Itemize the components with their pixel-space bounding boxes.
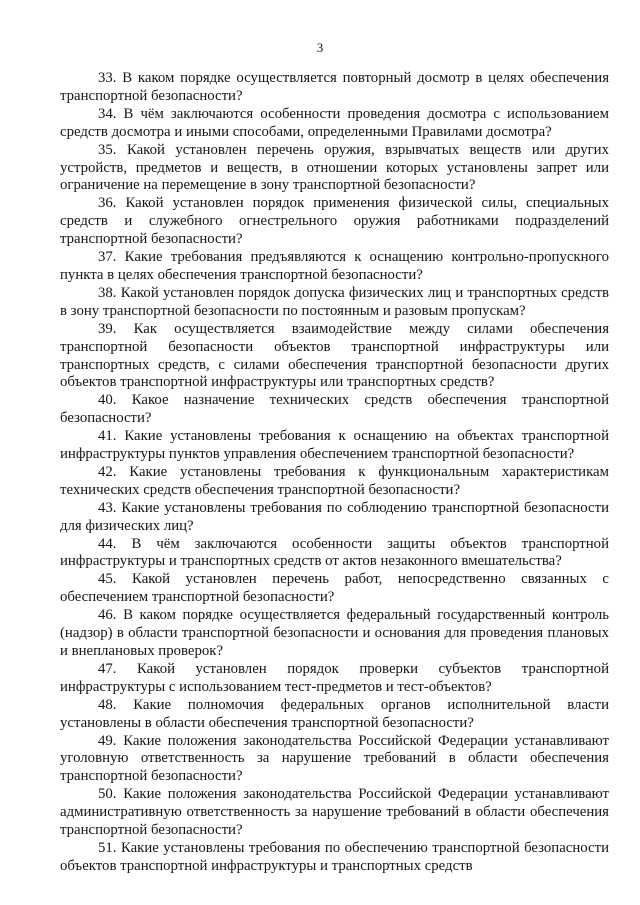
question-45: 45. Какой установлен перечень работ, непосредственно связанных с обеспечением транспортной безопасности? <box>60 571 609 606</box>
question-41: 41. Какие установлены требования к оснащению на объектах транспортной инфраструктуры пунктов управления обеспечением транспортной безопасности? <box>60 428 609 463</box>
question-47: 47. Какой установлен порядок проверки субъектов транспортной инфраструктуры с использованием тест-предметов и тест-объектов? <box>60 660 609 695</box>
question-40: 40. Какое назначение технических средств обеспечения транспортной безопасности? <box>60 392 609 427</box>
question-42: 42. Какие установлены требования к функциональным характеристикам технических средств обеспечения транспортной безопасности? <box>60 463 609 498</box>
question-49: 49. Какие положения законодательства Российской Федерации устанавливают уголовную ответственность за нарушение требований в области обеспечения транспортной безопасности? <box>60 732 609 785</box>
question-39: 39. Как осуществляется взаимодействие между силами обеспечения транспортной безопасности объектов транспортной инфраструктуры или транспортных средств, с силами обеспечения транспортной безопасности других объектов транспортной инфраструктуры или транспортных средств? <box>60 320 609 391</box>
page-number: 3 <box>316 40 324 55</box>
question-35: 35. Какой установлен перечень оружия, взрывчатых веществ или других устройств, предметов и веществ, в отношении которых установлены запрет или ограничение на перемещение в зону транспортной безопасности? <box>60 141 609 194</box>
question-43: 43. Какие установлены требования по соблюдению транспортной безопасности для физических лиц? <box>60 499 609 534</box>
question-37: 37. Какие требования предъявляются к оснащению контрольно-пропускного пункта в целях обеспечения транспортной безопасности? <box>60 249 609 283</box>
question-51: 51. Какие установлены требования по обеспечению транспортной безопасности объектов транспортной инфраструктуры и транспортных средств <box>60 839 609 874</box>
question-list <box>60 70 609 876</box>
question-44: 44. В чём заключаются особенности защиты объектов транспортной инфраструктуры и транспортных средств от актов незаконного вмешательства? <box>60 535 609 570</box>
question-50: 50. Какие положения законодательства Российской Федерации устанавливают административную ответственность за нарушение требований в области обеспечения транспортной безопасности? <box>60 786 609 839</box>
question-38: 38. Какой установлен порядок допуска физических лиц и транспортных средств в зону транспортной безопасности по постоянным и разовым пропускам? <box>60 284 609 319</box>
question-34: 34. В чём заключаются особенности проведения досмотра с использованием средств досмотра и иными способами, определенными Правилами досмотра? <box>60 105 609 140</box>
question-33: 33. В каком порядке осуществляется повторный досмотр в целях обеспечения транспортной безопасности? <box>60 70 609 104</box>
question-46: 46. В каком порядке осуществляется федеральный государственный контроль (надзор) в области транспортной безопасности и основания для проведения плановых и внеплановых проверок? <box>60 607 609 659</box>
question-48: 48. Какие полномочия федеральных органов исполнительной власти установлены в области обеспечения транспортной безопасности? <box>60 696 609 731</box>
question-36: 36. Какой установлен порядок применения физической силы, специальных средств и служебного огнестрельного оружия работниками подразделений транспортной безопасности? <box>60 195 609 248</box>
